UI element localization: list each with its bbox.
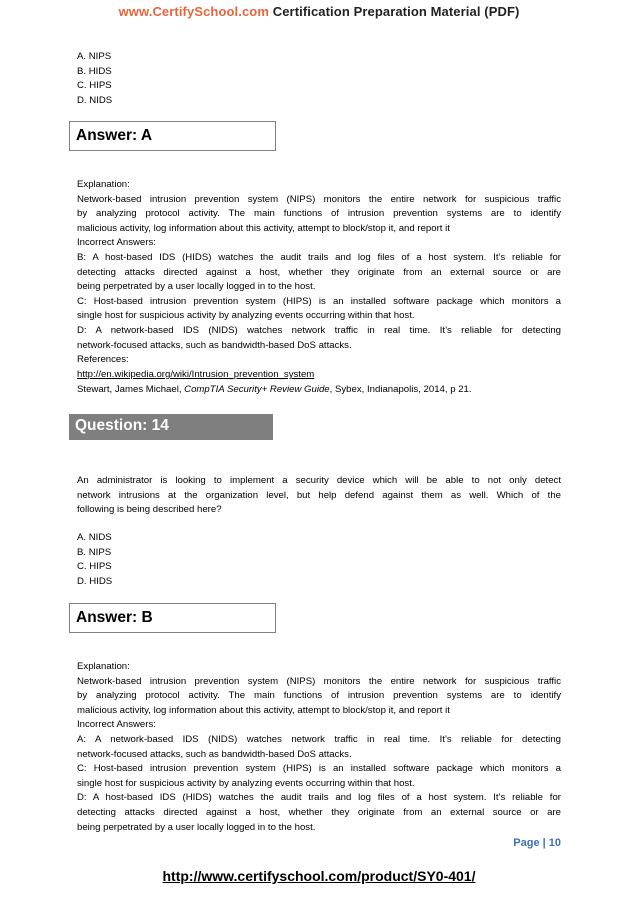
q13-explanation [77,178,561,368]
option-item: D. HIDS [77,575,113,587]
header-title: Certification Preparation Material (PDF) [269,4,520,19]
citation-rest: , Sybex, Indianapolis, 2014, p 21. [329,383,472,395]
option-item: C. HIPS [77,561,112,573]
text-line: being perpetrated by a user locally logged in to the host. [77,281,316,293]
text-line: following is being described here? [77,504,222,516]
q14-answer-label: Answer: B [76,609,153,626]
header-site-name: www.CertifySchool.com [118,4,269,19]
text-line: network-focused attacks, such as bandwidth-based DoS attacks. [77,339,352,351]
text-line: B: A host-based IDS (HIDS) watches the audit trails and log files of a host system. It’s reliable for [77,251,561,263]
q14-question-text [77,474,561,518]
q13-answer-label: Answer: A [76,127,153,144]
page-number: Page | 10 [513,837,561,849]
q14-options [77,531,561,589]
option-item: B. NIPS [77,546,112,558]
text-line: Incorrect Answers: [77,719,156,731]
text-line: C: Host-based intrusion prevention system (HIPS) is an installed software package which monitors a [77,763,561,775]
text-line: C: Host-based intrusion prevention system (HIPS) is an installed software package which monitors a [77,295,561,307]
text-line: being perpetrated by a user locally logged in to the host. [77,821,316,833]
text-line: malicious activity, log information about this activity, attempt to block/stop it, and report it [77,704,450,716]
option-item: A. NIPS [77,51,112,62]
q13-answer-box [69,121,276,151]
text-line: An administrator is looking to implement a security device which will be able to not only detect [77,475,561,486]
text-line: Explanation: [77,179,130,190]
text-line: detecting attacks directed against a host, whether they originate from an external source or are [77,266,561,278]
text-line: D: A host-based IDS (HIDS) watches the audit trails and log files of a host system. It’s reliable for [77,792,561,804]
citation-author: Stewart, James Michael, [77,383,185,395]
text-line: by analyzing protocol activity. The main functions of intrusion prevention systems are to identify [77,208,561,220]
option-item: D. NIDS [77,94,113,106]
q13-references [77,368,561,397]
option-item: A. NIDS [77,532,112,543]
text-line: network-focused attacks, such as bandwidth-based DoS attacks. [77,748,352,760]
page-header [0,4,638,19]
text-line: detecting attacks directed against a host, whether they originate from an external source or are [77,806,561,818]
text-line: Network-based intrusion prevention system (NIPS) monitors the entire network for suspicious traffic [77,675,561,687]
text-line: network intrusions at the organization level, but help defend against them as well. Which of the [77,489,561,501]
text-line: by analyzing protocol activity. The main functions of intrusion prevention systems are to identify [77,690,561,702]
text-line: A: A network-based IDS (NIDS) watches network traffic in real time. It’s reliable for detecting [77,733,561,745]
reference-link[interactable]: http://en.wikipedia.org/wiki/Intrusion_prevention_system [77,369,315,380]
text-line: References: [77,354,129,366]
citation [77,383,561,398]
q13-options [77,50,561,108]
text-line: Incorrect Answers: [77,237,156,249]
text-line: D: A network-based IDS (NIDS) watches network traffic in real time. It’s reliable for detecting [77,324,561,336]
q14-answer-box [69,603,276,633]
text-line: single host for suspicious activity by analyzing events occurring within that host. [77,777,415,789]
text-line: malicious activity, log information about this activity, attempt to block/stop it, and report it [77,222,450,234]
citation-title: CompTIA Security+ Review Guide [184,383,330,395]
q14-explanation [77,660,561,835]
q14-heading-box [69,414,273,440]
text-line: Explanation: [77,661,130,672]
option-item: C. HIPS [77,80,112,92]
option-item: B. HIDS [77,65,112,77]
footer-link[interactable]: http://www.certifyschool.com/product/SY0-401/ [162,868,476,884]
text-line: single host for suspicious activity by analyzing events occurring within that host. [77,310,415,322]
text-line: Network-based intrusion prevention system (NIPS) monitors the entire network for suspicious traffic [77,193,561,205]
page-footer [0,868,638,884]
q14-heading: Question: 14 [75,417,169,434]
